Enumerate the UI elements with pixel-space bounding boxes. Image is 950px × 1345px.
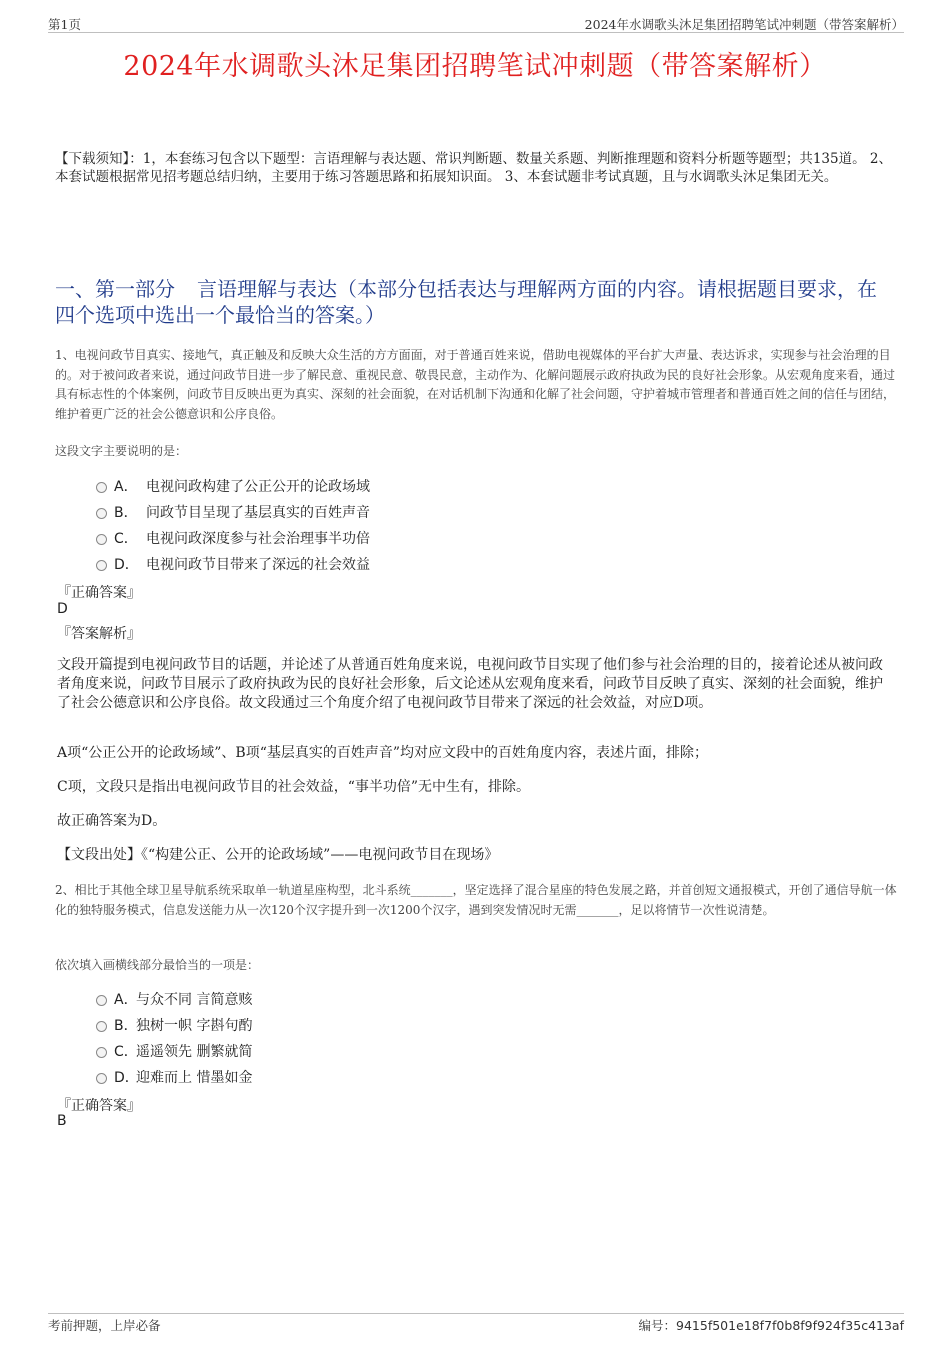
section-description: 言语理解与表达（本部分包括表达与理解两方面的内容。请根据题目要求，在四个选项中选出一个最恰当的答案。） xyxy=(55,277,877,327)
question-1-prompt: 这段文字主要说明的是： xyxy=(55,444,188,458)
section-heading xyxy=(55,276,892,328)
question-1-source: 【文段出处】《“构建公正、公开的论政场域”——电视问政节目在现场》 xyxy=(57,847,499,863)
section-number: 一、第一部分 xyxy=(55,277,175,301)
footer-code xyxy=(639,1316,905,1334)
document-title: 2024年水调歌头沐足集团招聘笔试冲刺题（带答案解析） xyxy=(123,51,827,82)
radio-icon[interactable] xyxy=(96,1021,107,1032)
radio-icon[interactable] xyxy=(96,995,107,1006)
question-1-answer: D xyxy=(57,601,68,617)
question-2-answer-label: 『正确答案』 xyxy=(57,1098,141,1114)
footer-slogan: 考前押题，上岸必备 xyxy=(48,1318,161,1333)
question-2-prompt: 依次填入画横线部分最恰当的一项是： xyxy=(55,958,260,972)
question-1-text: 1、电视问政节目真实、接地气，真正触及和反映大众生活的方方面面，对于普通百姓来说，借助电视媒体的平台扩大声量、表达诉求，实现参与社会治理的目的。对于被问政者来说，通过问政节目进一步了解民意、重视民意、敬畏民意，主动作为、化解问题展示政府执政为民的良好社会形象。从宏观角度来看，通过具有标志性的个体案例，问政节目反映出更为真实、深刻的社会面貌，在对话机制下沟通和化解了社会问题，守护着城市管理者和普通百姓之间的信任与团结，维护着更广泛的社会公德意识和公序良俗。 xyxy=(55,348,896,421)
download-notice: 【下载须知】：1，本套练习包含以下题型：言语理解与表达题、常识判断题、数量关系题、判断推理题和资料分析题等题型；共135道。 2、本套试题根据常见招考题总结归纳，主要用于练习答题思路和拓展知识面。 3、本套试题非考试真题，且与水调歌头沐足集团无关。 xyxy=(55,151,892,185)
document-page: 第1页 2024年水调歌头沐足集团招聘笔试冲刺题（带答案解析） 2024年水调歌头沐足集团招聘笔试冲刺题（带答案解析） 【下载须知】：1，本套练习包含以下题型：言语理解与表达题、常识判断题、数量关系题、判断推理题和资料分析题等题型；共135道。 2、本套试题根据常见招考题总结归纳，主要用于练习答题思路和拓展知识面。 3、本套试题非考试真题，且与水调歌头沐足集团无关。 一、第一部分 言语理解与表达（本部分包括表达与理解两方面的内容。请根据题目要求，在四个选项中选出一个最恰当的答案。） 1、电视问政节目真实、接地气，真正触及和反映大众生活的方方面面，对于普通百姓来说，借助电视媒体的平台扩大声量、表达诉求，实现参与社会治理的目的。对于被问政者来说，通过问政节目进一步了解民意、重视民意、敬畏民意，主动作为、化解问题展示政府执政为民的良好社会形象。从宏观角度来看，通过具有标志性的个体案例，问政节目反映出更为真实、深刻的社会面貌，在对话机制下沟通和化解了社会问题，守护着城市管理者和普通百姓之间的信任与团结，维护着更广泛的社会公德意识和公序良俗。 这段文字主要说明的是： A． 电视问政构建了公正公开的论政场域 B． 问政节目呈现了基层真实的百姓声音 C． 电视问政深度参与社会治理事半功倍 D． 电视问政节目带来了深远的社会效益 『正确答案』 D 『答案解析』 文段开篇提到电视问政节目的话题，并论述了从普通百姓角度来说，电视问政节目实现了他们参与社会治理的目的，接着论述从被问政者角度来说，问政节目展示了政府执政为民的良好社会形象，后文论述从宏观角度来看，问政节目反映了真实、深刻的社会面貌，维护了社会公德意识和公序良俗。故文段通过三个角度介绍了电视问政节目带来了深远的社会效益，对应D项。 A项“公正公开的论政场域”、B项“基层真实的百姓声音”均对应文段中的百姓角度内容，表述片面，排除； C项，文段只是指出电视问政节目的社会效益，“事半功倍”无中生有，排除。 故正确答案为D。 【文段出处】《“构建公正、公开的论政场域”——电视问政节目在现场》 2、相比于其他全球卫星导航系统采取单一轨道星座构型，北斗系统_______，坚定选择了混合星座的特色发展之路，并首创短文通报模式，开创了通信导航一体化的独特服务模式，信息发送能力从一次120个汉字提升到一次1200个汉字，遇到突发情况时无需_______，足以将情节一次性说清楚。 依次填入画横线部分最恰当的一项是： A． 与众不同 言简意赅 B． 独树一帜 字斟句酌 C． 遥遥领先 删繁就简 D． 迎难而上 惜墨如金 『正确答案』 B 考前押题，上岸必备 编号：9415f501e18f7f0b8f9f924f35c413af xyxy=(0,0,950,1345)
header-doc-title: 2024年水调歌头沐足集团招聘笔试冲刺题（带答案解析） xyxy=(584,17,904,32)
footer-code-value: 9415f501e18f7f0b8f9f924f35c413af xyxy=(676,1318,904,1333)
radio-icon[interactable] xyxy=(96,534,107,545)
radio-icon[interactable] xyxy=(96,508,107,519)
question-2-text: 2、相比于其他全球卫星导航系统采取单一轨道星座构型，北斗系统_______，坚定选择了混合星座的特色发展之路，并首创短文通报模式，开创了通信导航一体化的独特服务模式，信息发送能力从一次120个汉字提升到一次1200个汉字，遇到突发情况时无需_______，足以将情节一次性说清楚。 xyxy=(55,883,897,917)
question-1-answer-label: 『正确答案』 xyxy=(57,585,141,601)
page-number: 第1页 xyxy=(48,17,81,32)
question-1-analysis-paragraph: 故正确答案为D。 xyxy=(57,813,167,829)
question-1-analysis-paragraph: A项“公正公开的论政场域”、B项“基层真实的百姓声音”均对应文段中的百姓角度内容，表述片面，排除； xyxy=(57,745,709,761)
question-1-analysis-label: 『答案解析』 xyxy=(57,626,141,642)
page-footer xyxy=(48,1313,904,1332)
question-2-answer: B xyxy=(57,1113,67,1129)
radio-icon[interactable] xyxy=(96,1047,107,1058)
radio-icon[interactable] xyxy=(96,560,107,571)
question-1-analysis-paragraph: 文段开篇提到电视问政节目的话题，并论述了从普通百姓角度来说，电视问政节目实现了他们参与社会治理的目的，接着论述从被问政者角度来说，问政节目展示了政府执政为民的良好社会形象，后文论述从宏观角度来看，问政节目反映了真实、深刻的社会面貌，维护了社会公德意识和公序良俗。故文段通过三个角度介绍了电视问政节目带来了深远的社会效益，对应D项。 xyxy=(57,657,883,711)
question-1-analysis-paragraph: C项，文段只是指出电视问政节目的社会效益，“事半功倍”无中生有，排除。 xyxy=(57,779,531,795)
footer-code-label: 编号： xyxy=(638,1318,677,1333)
radio-icon[interactable] xyxy=(96,1073,107,1084)
radio-icon[interactable] xyxy=(96,482,107,493)
page-header xyxy=(48,14,904,33)
